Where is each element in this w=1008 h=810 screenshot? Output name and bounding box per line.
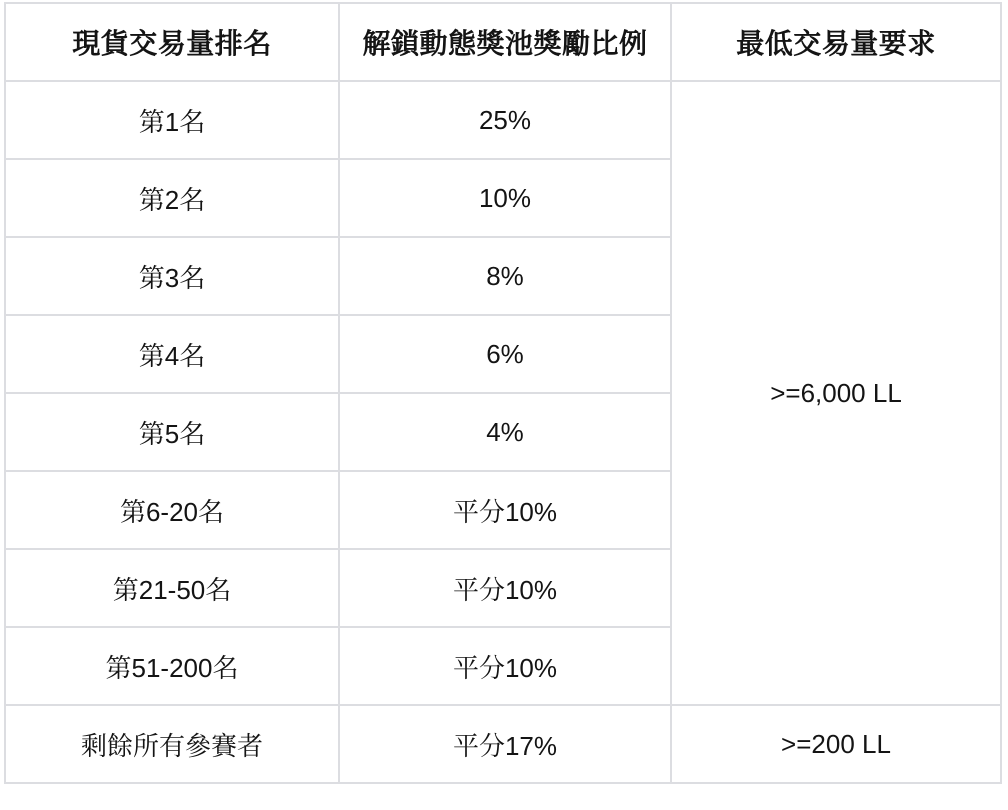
header-min-volume: 最低交易量要求: [671, 3, 1001, 81]
rank-cell: 第4名: [5, 315, 339, 393]
rank-cell: 第3名: [5, 237, 339, 315]
table-row: [5, 81, 1001, 159]
table-row: [5, 705, 1001, 783]
header-rank: 現貨交易量排名: [5, 3, 339, 81]
rank-cell: 第1名: [5, 81, 339, 159]
reward-cell: 平分10%: [339, 627, 671, 705]
reward-cell: 平分17%: [339, 705, 671, 783]
reward-cell: 平分10%: [339, 549, 671, 627]
header-reward-ratio: 解鎖動態獎池獎勵比例: [339, 3, 671, 81]
rank-cell: 剩餘所有參賽者: [5, 705, 339, 783]
min-volume-merged-cell: >=6,000 LL: [671, 81, 1001, 705]
ranking-reward-table: [4, 2, 1002, 784]
reward-cell: 6%: [339, 315, 671, 393]
rank-cell: 第6-20名: [5, 471, 339, 549]
min-volume-last-cell: >=200 LL: [671, 705, 1001, 783]
rank-cell: 第2名: [5, 159, 339, 237]
rank-cell: 第51-200名: [5, 627, 339, 705]
reward-cell: 4%: [339, 393, 671, 471]
reward-cell: 10%: [339, 159, 671, 237]
header-row: [5, 3, 1001, 81]
ranking-reward-table-container: [4, 2, 1002, 784]
reward-cell: 8%: [339, 237, 671, 315]
rank-cell: 第5名: [5, 393, 339, 471]
reward-cell: 25%: [339, 81, 671, 159]
rank-cell: 第21-50名: [5, 549, 339, 627]
reward-cell: 平分10%: [339, 471, 671, 549]
